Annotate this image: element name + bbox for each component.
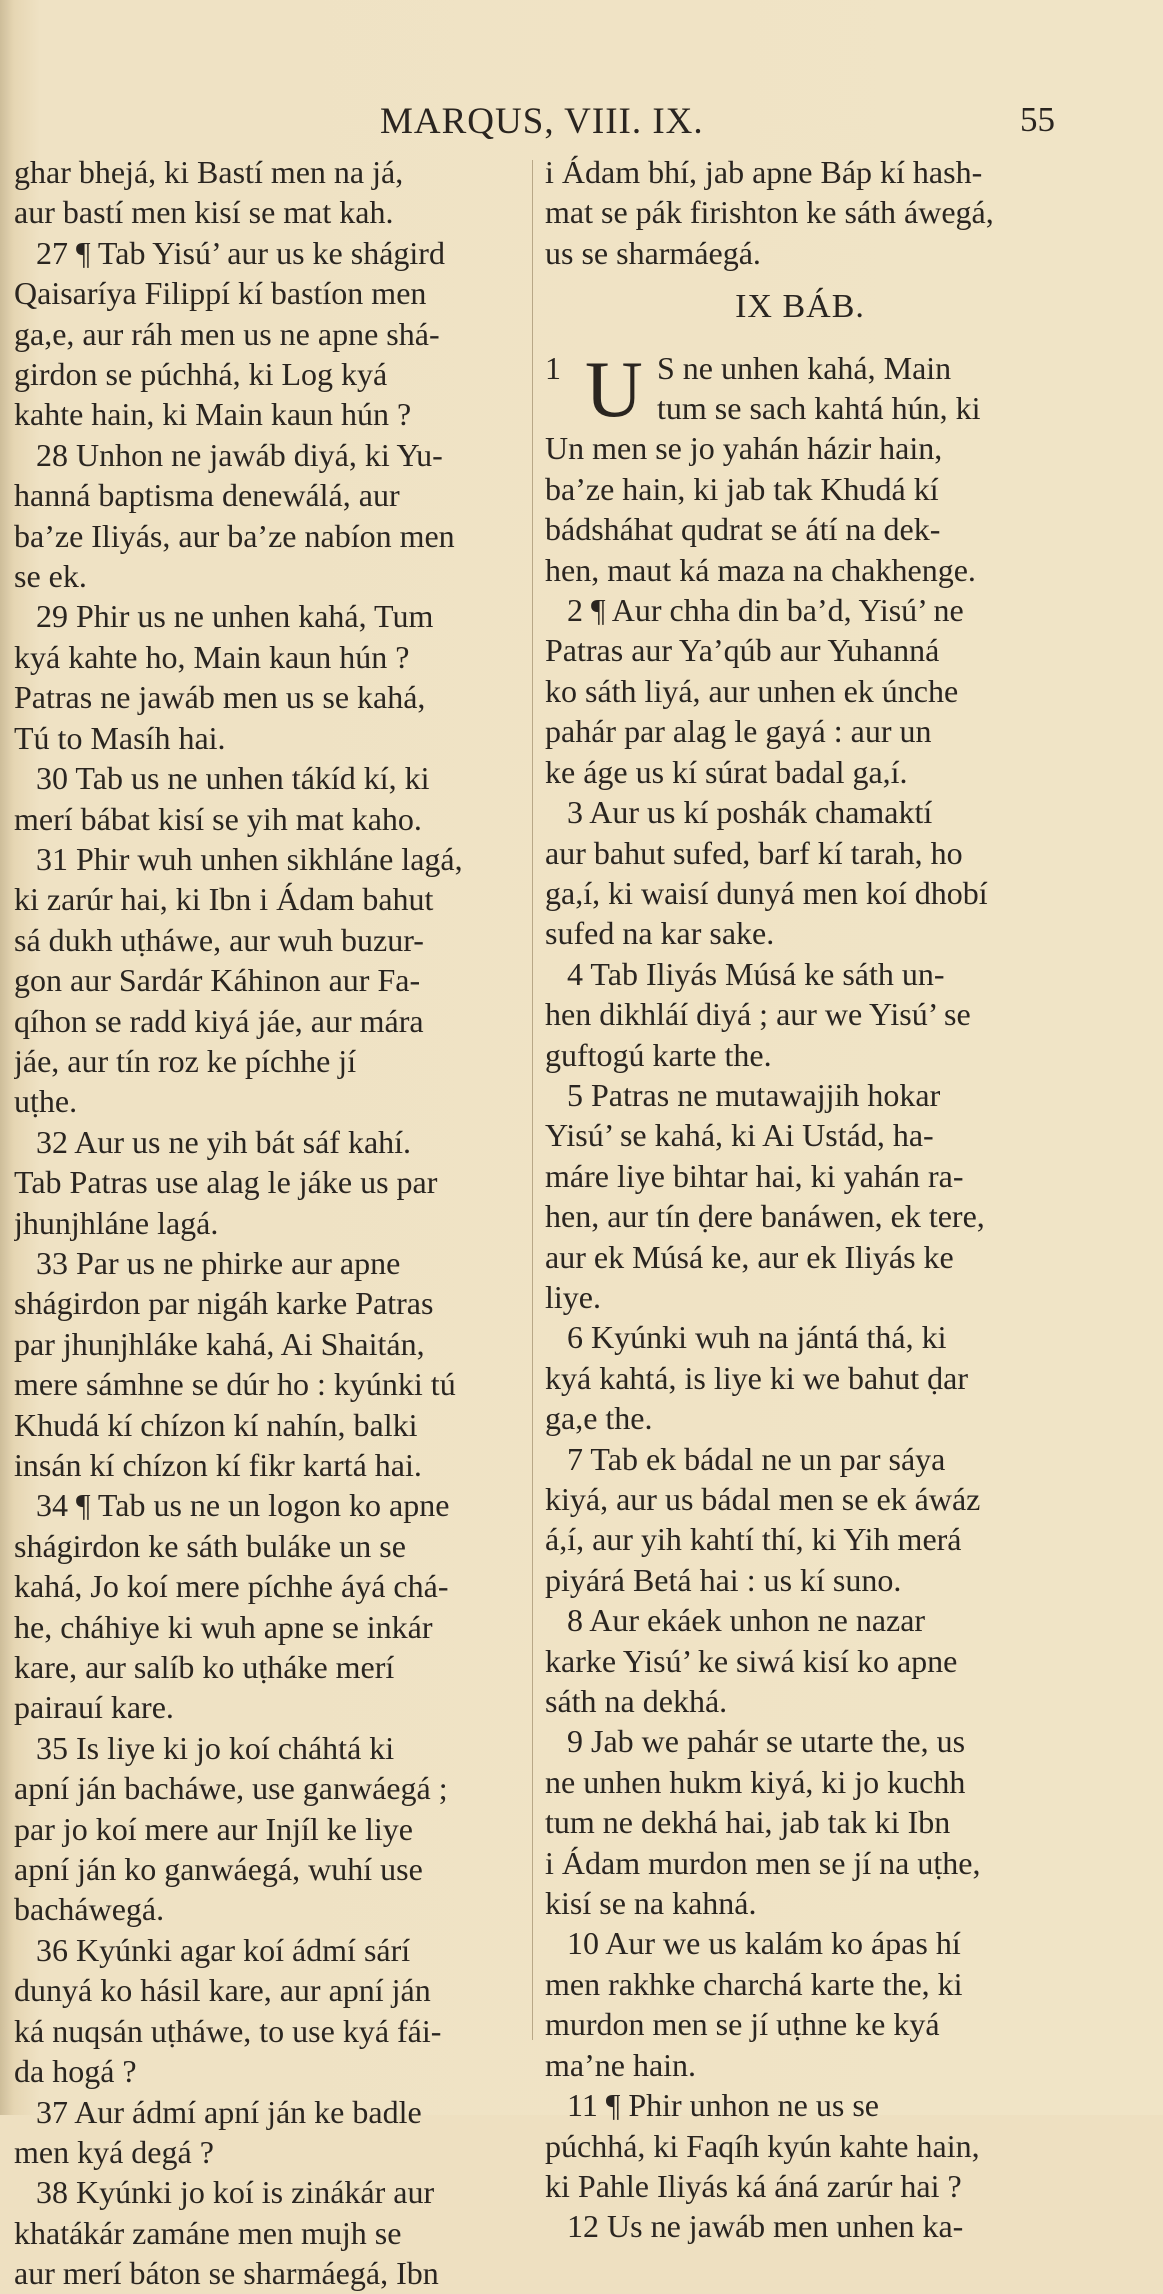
text-line: 5 Patras ne mutawajjih hokar (567, 1076, 941, 1113)
text-line: mere sámhne se dúr ho : kyúnki tú (14, 1366, 456, 1403)
text-line: púchhá, ki Faqíh kyún kahte hain, (545, 2127, 980, 2164)
text-line: kahá, Jo koí mere píchhe áyá chá- (14, 1568, 449, 1605)
text-line: sáth na dekhá. (545, 1683, 728, 1720)
text-line: kiyá, aur us bádal men se ek áwáz (545, 1481, 981, 1517)
text-line: karke Yisú’ ke siwá kisí ko apne (545, 1642, 958, 1679)
text-line: 28 Unhon ne jawáb diyá, ki Yu- (36, 436, 443, 473)
text-line: pairauí kare. (14, 1689, 174, 1726)
text-line: 6 Kyúnki wuh na jántá thá, ki (567, 1319, 947, 1356)
right-column (545, 152, 1055, 2247)
text-line: kisí se na kahná. (545, 1885, 757, 1922)
text-line: murdon men se jí uṭhne ke kyá (545, 2006, 940, 2043)
verse-number: 1 (545, 349, 561, 386)
text-line: aur merí báton se sharmáegá, Ibn (14, 2255, 439, 2292)
text-line: ko sáth liyá, aur unhen ek únche (545, 672, 959, 709)
text-line: aur bastí men kisí se mat kah. (14, 194, 394, 231)
text-line: kyá kahte ho, Main kaun hún ? (14, 638, 410, 675)
text-line: Tú to Masíh hai. (14, 719, 226, 756)
text-line: merí bábat kisí se yih mat kaho. (14, 800, 422, 837)
text-line: 37 Aur ádmí apní ján ke badle (36, 2093, 422, 2130)
text-line: 31 Phir wuh unhen sikhláne lagá, (36, 840, 463, 877)
text-line: Patras ne jawáb men us se kahá, (14, 679, 426, 716)
text-line: 33 Par us ne phirke aur apne (36, 1244, 401, 1281)
text-line: pahár par alag le gayá : aur un (545, 713, 932, 750)
text-line: Khudá kí chízon kí nahín, balki (14, 1406, 418, 1443)
text-line: da hogá ? (14, 2053, 137, 2090)
text-line: S ne unhen kahá, Main (657, 349, 952, 386)
text-line: Un men se jo yahán házir hain, (545, 430, 943, 467)
text-line: tum se sach kahtá hún, ki (657, 390, 981, 427)
text-line: kahte hain, ki Main kaun hún ? (14, 396, 412, 433)
text-line: liye. (545, 1278, 601, 1315)
text-line: ki zarúr hai, ki Ibn i Ádam bahut (14, 881, 434, 918)
text-line: khatákár zamáne men mujh se (14, 2214, 402, 2251)
text-line: 4 Tab Iliyás Músá ke sáth un- (567, 955, 945, 992)
text-line: girdon se púchhá, ki Log kyá (14, 356, 388, 393)
chapter-heading: IX BÁB. (735, 288, 865, 326)
text-line: bacháwegá. (14, 1891, 165, 1928)
right-column-continuation (545, 152, 1055, 273)
text-line: ga,í, ki waisí dunyá men koí dhobí (545, 874, 988, 911)
page-number: 55 (1020, 100, 1055, 139)
text-line: sufed na kar sake. (545, 915, 775, 952)
text-line: Patras aur Ya’qúb aur Yuhanná (545, 632, 940, 669)
text-line: ke áge us kí súrat badal ga,í. (545, 753, 908, 790)
text-line: hanná baptisma denewálá, aur (14, 477, 400, 514)
text-line: men rakhke charchá karte the, ki (545, 1965, 963, 2002)
text-line: Yisú’ se kahá, ki Ai Ustád, ha- (545, 1117, 934, 1154)
text-line: Tab Patras use alag le jáke us par (14, 1164, 438, 1201)
text-line: men kyá degá ? (14, 2133, 214, 2170)
text-line: ma’ne hain. (545, 2046, 697, 2083)
text-line: insán kí chízon kí fikr kartá hai. (14, 1447, 422, 1483)
text-line: piyárá Betá hai : us kí suno. (545, 1561, 902, 1598)
text-line: mat se pák firishton ke sáth áwegá, (545, 194, 994, 231)
text-line: par jhunjhláke kahá, Ai Shaitán, (14, 1325, 425, 1362)
text-line: ki Pahle Iliyás ká áná zarúr hai ? (545, 2167, 962, 2204)
text-line: 11 ¶ Phir unhon ne us se (567, 2087, 879, 2124)
text-line: máre liye bihtar hai, ki yahán ra- (545, 1157, 964, 1194)
text-line: uṭhe. (14, 1083, 78, 1120)
text-line: apní ján bacháwe, use ganwáegá ; (14, 1770, 448, 1807)
text-line: 3 Aur us kí poshák chamaktí (567, 794, 933, 831)
text-line: á,í, aur yih kahtí thí, ki Yih merá (545, 1521, 962, 1558)
drop-cap: U (585, 345, 643, 434)
text-line: 38 Kyúnki jo koí is zinákár aur (36, 2174, 435, 2211)
text-line: ga,e the. (545, 1400, 653, 1437)
text-line: ne unhen hukm kiyá, ki jo kuchh (545, 1763, 966, 1800)
text-line: qíhon se radd kiyá jáe, aur mára (14, 1002, 424, 1039)
text-line: 8 Aur ekáek unhon ne nazar (567, 1602, 926, 1639)
text-line: sá dukh uṭháwe, aur wuh buzur- (14, 921, 424, 958)
text-line: 34 ¶ Tab us ne un logon ko apne (36, 1487, 450, 1524)
text-line: 32 Aur us ne yih bát sáf kahí. (36, 1123, 412, 1160)
text-line: Qaisaríya Filippí kí bastíon men (14, 275, 427, 312)
text-line: 7 Tab ek bádal ne un par sáya (567, 1440, 946, 1477)
text-line: aur ek Músá ke, aur ek Iliyás ke (545, 1238, 954, 1275)
verse-1-opening (545, 345, 1055, 434)
text-line: gon aur Sardár Káhinon aur Fa- (14, 962, 421, 999)
text-line: i Ádam murdon men se jí na uṭhe, (545, 1844, 981, 1881)
text-line: shágirdon ke sáth buláke un se (14, 1527, 406, 1564)
text-line: he, cháhiye ki wuh apne se inkár (14, 1608, 433, 1645)
text-line: 10 Aur we us kalám ko ápas hí (567, 1925, 961, 1962)
running-head: MARQUS, VIII. IX. (380, 101, 704, 142)
text-line: ká nuqsán uṭháwe, to use kyá fái- (14, 2012, 442, 2049)
text-line: 29 Phir us ne unhen kahá, Tum (36, 598, 434, 635)
text-line: hen, maut ká maza na chakhenge. (545, 551, 976, 588)
text-line: se ek. (14, 558, 87, 595)
text-line: ghar bhejá, ki Bastí men na já, (14, 154, 404, 190)
text-line: kyá kahtá, is liye ki we bahut ḍar (545, 1359, 968, 1396)
text-line: 2 ¶ Aur chha din ba’d, Yisú’ ne (567, 592, 964, 629)
text-line: jáe, aur tín roz ke píchhe jí (14, 1042, 357, 1079)
text-line: tum ne dekhá hai, jab tak ki Ibn (545, 1804, 951, 1841)
text-line: ba’ze Iliyás, aur ba’ze nabíon men (14, 517, 455, 554)
text-line: ba’ze hain, ki jab tak Khudá kí (545, 470, 939, 507)
text-line: hen, aur tín ḍere banáwen, ek tere, (545, 1198, 985, 1235)
text-line: 9 Jab we pahár se utarte the, us (567, 1723, 966, 1760)
text-line: jhunjhláne lagá. (14, 1204, 219, 1241)
text-line: 36 Kyúnki agar koí ádmí sárí (36, 1931, 411, 1968)
text-line: bádsháhat qudrat se átí na dek- (545, 511, 941, 548)
text-line: kare, aur salíb ko uṭháke merí (14, 1649, 395, 1686)
left-column (14, 152, 522, 2294)
text-line: hen dikhláí diyá ; aur we Yisú’ se (545, 996, 971, 1033)
right-column-body (545, 428, 1055, 2246)
text-line: us se sharmáegá. (545, 234, 761, 271)
text-line: aur bahut sufed, barf kí tarah, ho (545, 834, 963, 871)
text-line: shágirdon par nigáh karke Patras (14, 1285, 434, 1322)
text-line: 35 Is liye ki jo koí cháhtá ki (36, 1729, 395, 1766)
text-line: guftogú karte the. (545, 1036, 772, 1073)
text-line: par jo koí mere aur Injíl ke liye (14, 1810, 413, 1847)
text-line: 12 Us ne jawáb men unhen ka- (567, 2208, 964, 2245)
text-line: apní ján ko ganwáegá, wuhí use (14, 1851, 423, 1888)
text-line: i Ádam bhí, jab apne Báp kí hash- (545, 154, 983, 190)
text-line: 27 ¶ Tab Yisú’ aur us ke shágird (36, 234, 445, 271)
column-divider (532, 160, 533, 2040)
text-line: 30 Tab us ne unhen tákíd kí, ki (36, 760, 430, 797)
text-line: ga,e, aur ráh men us ne apne shá- (14, 315, 440, 352)
text-line: dunyá ko hásil kare, aur apní ján (14, 1972, 431, 2009)
